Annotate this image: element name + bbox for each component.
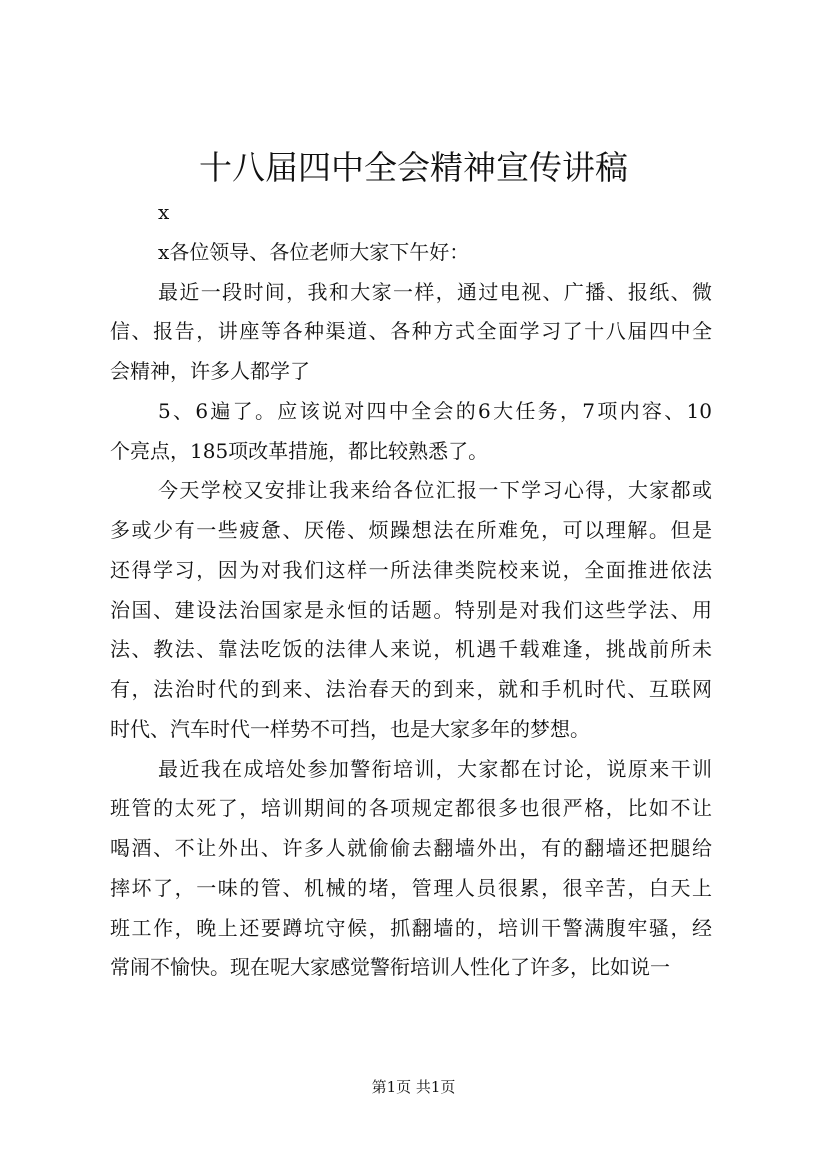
text-line: 个亮点，185项改革措施，都比较熟悉了。 (110, 438, 489, 463)
paragraph (110, 233, 712, 273)
text-line: 时代、汽车时代一样势不可挡，也是大家多年的梦想。 (110, 716, 590, 741)
text-line: 有，法治时代的到来、法治春天的到来，就和手机时代、互联网 (110, 677, 712, 701)
document-body (110, 193, 712, 988)
paragraph (110, 392, 712, 472)
text-line: 最近我在成培处参加警衔培训，大家都在讨论，说原来干训 (158, 756, 712, 781)
text-line: x各位领导、各位老师大家下午好： (158, 239, 470, 264)
paragraph (110, 273, 712, 392)
text-line: 法、教法、靠法吃饭的法律人来说，机遇千载难逢，挑战前所未 (110, 637, 712, 662)
page-footer: 第1页 共1页 (371, 1078, 456, 1096)
paragraph (110, 471, 712, 749)
text-line: 常闹不愉快。现在呢大家感觉警衔培训人性化了许多，比如说一 (110, 955, 670, 980)
document-title: 十八届四中全会精神宣传讲稿 (199, 148, 628, 187)
text-line: 信、报告，讲座等各种渠道、各种方式全面学习了十八届四中全 (110, 319, 712, 344)
text-line: 班管的太死了，培训期间的各项规定都很多也很严格，比如不让 (110, 796, 712, 821)
text-line: 最近一段时间，我和大家一样，通过电视、广播、报纸、微 (158, 279, 712, 304)
text-line: 会精神，许多人都学了 (110, 359, 310, 383)
text-line: x (158, 200, 170, 224)
text-line: 治国、建设法治国家是永恒的话题。特别是对我们这些学法、用 (110, 597, 712, 622)
text-line: 班工作，晚上还要蹲坑守候，抓翻墙的，培训干警满腹牢骚，经 (110, 915, 712, 940)
text-line: 还得学习，因为对我们这样一所法律类院校来说，全面推进依法 (110, 557, 712, 582)
text-line: 今天学校又安排让我来给各位汇报一下学习心得，大家都或 (158, 478, 712, 503)
paragraph (110, 750, 712, 989)
text-line: 喝酒、不让外出、许多人就偷偷去翻墙外出，有的翻墙还把腿给 (110, 836, 712, 860)
text-line: 摔坏了，一味的管、机械的堵，管理人员很累，很辛苦，白天上 (110, 875, 712, 900)
text-line: 5、6遍了。应该说对四中全会的6大任务，7项内容、10 (158, 398, 712, 423)
text-line: 多或少有一些疲惫、厌倦、烦躁想法在所难免，可以理解。但是 (110, 518, 712, 542)
paragraph (110, 193, 712, 233)
